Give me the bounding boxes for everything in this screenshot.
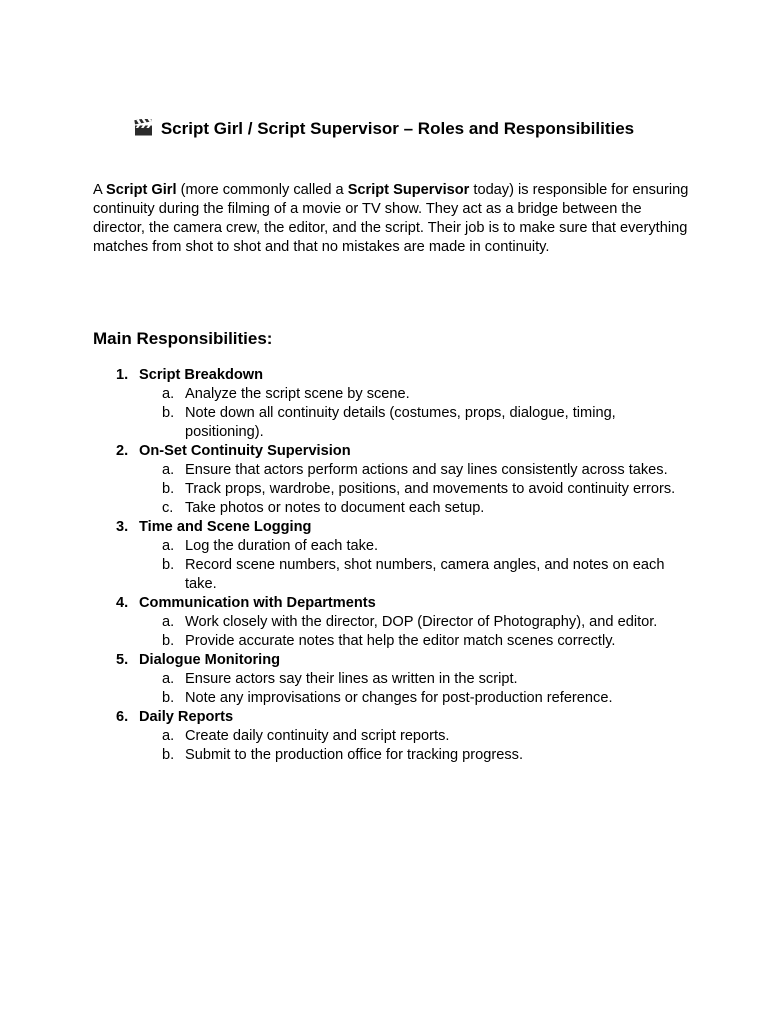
- sub-list-letter: a.: [162, 462, 175, 478]
- intro-paragraph: [93, 181, 693, 257]
- list-item-title: Communication with Departments: [139, 595, 376, 611]
- intro-term-script-girl: Script Girl: [105, 182, 177, 198]
- intro-term-script-supervisor: Script Supervisor: [347, 182, 470, 198]
- sub-list-text: Submit to the production office for tracking progress.: [185, 747, 523, 763]
- sub-list-text: Analyze the script scene by scene.: [185, 386, 410, 402]
- sub-list-item: [139, 404, 693, 442]
- sub-list-item: [139, 461, 693, 480]
- list-item: [93, 708, 693, 765]
- document-title: [0, 117, 768, 141]
- sub-list-item: [139, 727, 693, 746]
- sub-list-text: Work closely with the director, DOP (Director of Photography), and editor.: [185, 614, 658, 630]
- list-item: [93, 651, 693, 708]
- list-item-number: 1.: [116, 367, 129, 383]
- sub-list-letter: b.: [162, 690, 175, 706]
- sub-list-letter: c.: [162, 500, 174, 516]
- sub-list-text: Create daily continuity and script reports.: [185, 728, 450, 744]
- sub-list-text: Provide accurate notes that help the editor match scenes correctly.: [185, 633, 616, 649]
- list-item-number: 2.: [116, 443, 129, 459]
- sub-list-letter: a.: [162, 538, 175, 554]
- sub-list-item: [139, 689, 693, 708]
- sub-list-item: [139, 746, 693, 765]
- sub-list: [139, 613, 693, 651]
- sub-list: [139, 461, 693, 518]
- sub-list-item: [139, 632, 693, 651]
- sub-list-item: [139, 385, 693, 404]
- list-item-title: On-Set Continuity Supervision: [139, 443, 351, 459]
- sub-list-letter: b.: [162, 747, 175, 763]
- sub-list-letter: a.: [162, 614, 175, 630]
- sub-list-text: Note any improvisations or changes for post-production reference.: [185, 690, 613, 706]
- sub-list-text: Record scene numbers, shot numbers, camera angles, and notes on each take.: [185, 557, 665, 592]
- sub-list-item: [139, 480, 693, 499]
- sub-list-text: Take photos or notes to document each setup.: [185, 500, 485, 516]
- sub-list-item: [139, 537, 693, 556]
- sub-list: [139, 670, 693, 708]
- sub-list-text: Track props, wardrobe, positions, and movements to avoid continuity errors.: [185, 481, 676, 497]
- list-item-number: 4.: [116, 595, 129, 611]
- list-item-number: 3.: [116, 519, 129, 535]
- sub-list-letter: a.: [162, 386, 175, 402]
- sub-list-letter: b.: [162, 481, 175, 497]
- sub-list: [139, 537, 693, 594]
- responsibilities-list: [93, 366, 693, 765]
- list-item-title: Time and Scene Logging: [139, 519, 312, 535]
- sub-list-letter: b.: [162, 633, 175, 649]
- intro-text-part1: A: [93, 182, 106, 198]
- sub-list-letter: a.: [162, 671, 175, 687]
- sub-list-item: [139, 499, 693, 518]
- clapperboard-icon: [134, 119, 153, 136]
- sub-list-text: Note down all continuity details (costumes, props, dialogue, timing, positioning).: [185, 405, 616, 440]
- intro-text-part3: today) is responsible for ensuring continuity during the filming of a movie or TV show. They act as a bridge between the director, the camera crew, the editor, and the script. Their job is to make sure that everything matches from shot to shot and that no mistakes are made in continuity.: [93, 182, 689, 255]
- list-item-title: Dialogue Monitoring: [139, 652, 281, 668]
- section-heading: Main Responsibilities:: [93, 329, 273, 348]
- list-item: [93, 442, 693, 518]
- sub-list-letter: b.: [162, 557, 175, 573]
- sub-list-letter: b.: [162, 405, 175, 421]
- list-item-number: 5.: [116, 652, 129, 668]
- sub-list-text: Log the duration of each take.: [185, 538, 379, 554]
- document-title-text: Script Girl / Script Supervisor – Roles and Responsibilities: [160, 119, 635, 139]
- list-item: [93, 518, 693, 594]
- sub-list-item: [139, 613, 693, 632]
- sub-list-text: Ensure actors say their lines as written in the script.: [185, 671, 518, 687]
- sub-list-text: Ensure that actors perform actions and say lines consistently across takes.: [185, 462, 668, 478]
- list-item-title: Script Breakdown: [139, 367, 264, 383]
- intro-text-part2: (more commonly called a: [176, 182, 348, 198]
- sub-list-letter: a.: [162, 728, 175, 744]
- sub-list: [139, 385, 693, 442]
- sub-list: [139, 727, 693, 765]
- sub-list-item: [139, 670, 693, 689]
- list-item-title: Daily Reports: [139, 709, 234, 725]
- sub-list-item: [139, 556, 693, 594]
- list-item: [93, 594, 693, 651]
- list-item-number: 6.: [116, 709, 129, 725]
- list-item: [93, 366, 693, 442]
